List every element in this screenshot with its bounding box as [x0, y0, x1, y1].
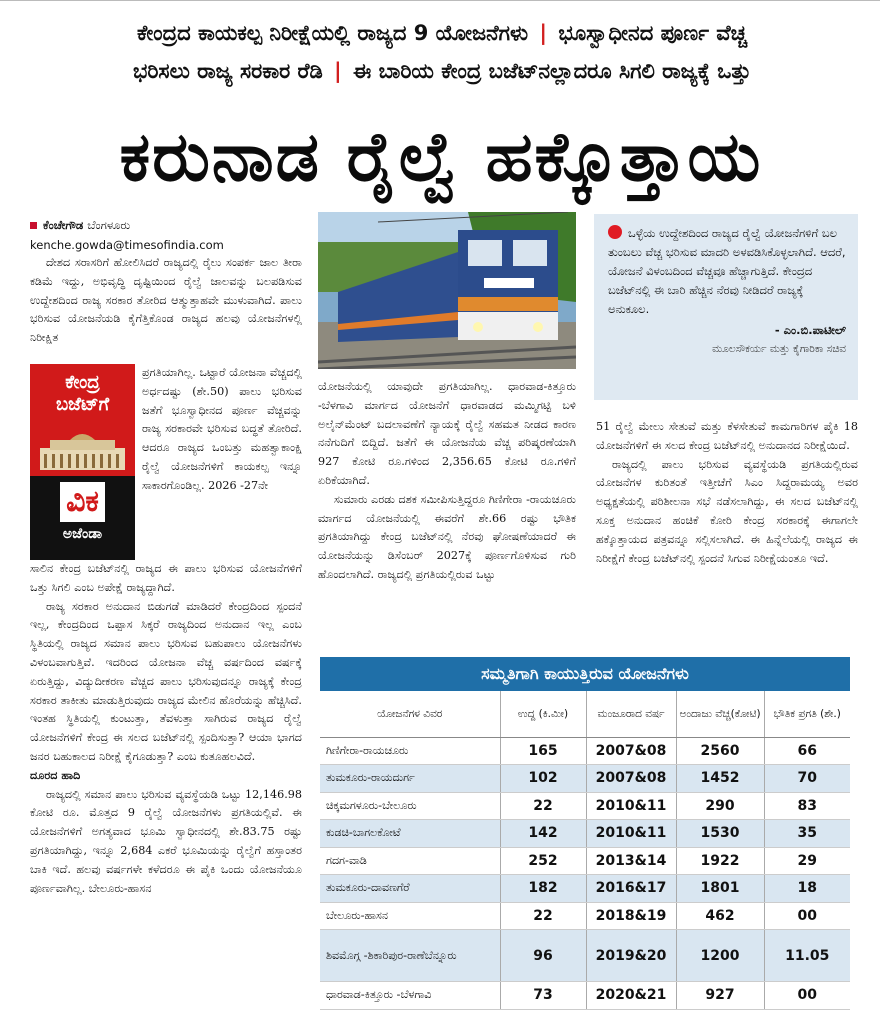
quote-author: - ಎಂ.ಬಿ.ಪಾಟೀಲ್	[774, 323, 846, 337]
kicker-text: ಕೇಂದ್ರದ ಕಾಯಕಲ್ಪ ನಿರೀಕ್ಷೆಯಲ್ಲಿ ರಾಜ್ಯದ 9 ಯೋಜನೆಗಳು	[136, 21, 529, 45]
dateline-place: ಬೆಂಗಳೂರು	[87, 218, 131, 232]
kicker-separator: |	[539, 21, 548, 45]
article-paragraph: ಪ್ರಗತಿಯಾಗಿಲ್ಲ. ಒಟ್ಟಾರೆ ಯೋಜನಾ ವೆಚ್ಚದಲ್ಲಿ ಅರ್ಧದಷ್ಟು (ಶೇ.50) ಪಾಲು ಭರಿಸುವ ಜತೆಗೆ ಭೂಸ್ವಾಧೀನದ ಪೂರ್ಣ ವೆಚ್ಚವನ್ನು ರಾಜ್ಯ ಸರಕಾರವೇ ಭರಿಸುವ ಬದ್ಧತೆ ತೋರಿದೆ. ಆದರೂ ರಾಜ್ಯದ ಒಂಬತ್ತು ಮಹತ್ವಾಕಾಂಕ್ಷಿ ರೈಲ್ವೆ ಯೋಜನೆಗಳಿಗೆ ಕಾಯಕಲ್ಪ ಇನ್ನೂ ಸಾಕಾರಗೊಂಡಿಲ್ಲ. 2026 -27ನೇ	[142, 366, 302, 492]
subheading: ದೂರದ ಹಾದಿ	[30, 768, 81, 782]
quote-marker-icon	[608, 225, 622, 239]
progress-cell: 00	[764, 902, 850, 930]
article-column-1-top	[30, 254, 302, 364]
projects-table	[320, 691, 850, 1010]
progress-cell: 11.05	[764, 930, 850, 982]
progress-cell: 66	[764, 737, 850, 765]
progress-cell: 83	[764, 792, 850, 820]
article-column-2	[318, 378, 576, 638]
article-column-1-narrow	[142, 364, 302, 560]
quote-text: ಒಳ್ಳೆಯ ಉದ್ದೇಶದಿಂದ ರಾಜ್ಯದ ರೈಲ್ವೆ ಯೋಜನೆಗಳಿಗೆ ಬಲ ತುಂಬಲು ವೆಚ್ಚ ಭರಿಸುವ ಮಾದರಿ ಅಳವಡಿಸಿಕೊಳ್ಳಲಾಗಿದೆ. ಆದರೆ, ಯೋಜನೆ ವಿಳಂಬದಿಂದ ವೆಚ್ಚವೂ ಹೆಚ್ಚಾಗುತ್ತಿದೆ. ಕೇಂದ್ರದ ಬಜೆಟ್‌ನಲ್ಲಿ ಈ ಬಾರಿ ಹೆಚ್ಚಿನ ನೆರವು ನೀಡಿದರೆ ರಾಜ್ಯಕ್ಕೆ ಅನುಕೂಲ.	[608, 226, 846, 316]
length-cell: 182	[500, 875, 586, 903]
author-email[interactable]: kenche.gowda@timesofindia.com	[30, 238, 224, 252]
progress-cell: 29	[764, 847, 850, 875]
project-name-cell: ಕುಡಚಿ-ಬಾಗಲಕೋಟೆ	[320, 820, 500, 848]
headline: ಕರುನಾಡ ರೈಲ್ವೆ ಹಕ್ಕೊತ್ತಾಯ	[119, 118, 763, 197]
progress-cell: 70	[764, 765, 850, 793]
kicker-line-1	[22, 14, 862, 52]
table-row	[320, 930, 850, 982]
table-row	[320, 765, 850, 793]
length-cell: 142	[500, 820, 586, 848]
progress-cell: 18	[764, 875, 850, 903]
year-cell: 2019&20	[586, 930, 676, 982]
cost-cell: 1530	[676, 820, 764, 848]
article-paragraph: ರಾಜ್ಯದಲ್ಲಿ ಪಾಲು ಭರಿಸುವ ವ್ಯವಸ್ಥೆಯಡಿ ಪ್ರಗತಿಯಲ್ಲಿರುವ ಯೋಜನೆಗಳ ಕುರಿತಂತೆ ಇತ್ತೀಚೆಗೆ ಸಿಎಂ ಸಿದ್ದರಾಮಯ್ಯ ಅವರ ಅಧ್ಯಕ್ಷತೆಯಲ್ಲಿ ಪರಿಶೀಲನಾ ಸಭೆ ನಡೆಸಲಾಗಿದ್ದು, ಈ ಸಲದ ಬಜೆಟ್‌ನಲ್ಲಿ ಸೂಕ್ತ ಅನುದಾನ ಹಂಚಿಕೆ ಕೋರಿ ಕೇಂದ್ರ ಸರಕಾರಕ್ಕೆ ಈಗಾಗಲೇ ಹಕ್ಕೊತ್ತಾಯದ ಪತ್ರವನ್ನೂ ಸಲ್ಲಿಸಲಾಗಿದೆ. ಈ ಹಿನ್ನೆಲೆಯಲ್ಲಿ ರಾಜ್ಯದ ಈ ನಿರೀಕ್ಷೆಗೆ ಕೇಂದ್ರ ಬಜೆಟ್‌ನಲ್ಲಿ ಸ್ಪಂದನೆ ಸಿಗುವ ನಿರೀಕ್ಷೆಯಂತೂ ಇದೆ.	[596, 457, 858, 565]
budget-agenda-promo	[30, 364, 135, 560]
article-paragraph: ರಾಜ್ಯದಲ್ಲಿ ಸಮಾನ ಪಾಲು ಭರಿಸುವ ವ್ಯವಸ್ಥೆಯಡಿ ಒಟ್ಟು 12,146.98 ಕೋಟಿ ರೂ. ಮೊತ್ತದ 9 ರೈಲ್ವೆ ಯೋಜನೆಗಳು ಪ್ರಗತಿಯಲ್ಲಿವೆ. ಈ ಯೋಜನೆಗಳಿಗೆ ಅಗತ್ಯವಾದ ಭೂಮಿ ಸ್ವಾಧೀನದಲ್ಲಿ ಶೇ.83.75 ರಷ್ಟು ಪ್ರಗತಿಯಾಗಿದ್ದು, ಇನ್ನೂ 2,684 ಎಕರೆ ಭೂಮಿಯನ್ನು ರೈಲ್ವೆಗೆ ಹಸ್ತಾಂತರ ಬಾಕಿ ಇದೆ. ಹಲವು ವರ್ಷಗಳೇ ಕಳೆದರೂ ಈ ಪೈಕಿ ಒಂದು ಯೋಜನೆಯೂ ಪೂರ್ಣವಾಗಿಲ್ಲ. ಬೇಲೂರು-ಹಾಸನ	[30, 787, 302, 895]
kicker	[22, 14, 862, 90]
cost-cell: 1200	[676, 930, 764, 982]
article-paragraph: ದೇಶದ ಸರಾಸರಿಗೆ ಹೋಲಿಸಿದರೆ ರಾಜ್ಯದಲ್ಲಿ ರೈಲು ಸಂಪರ್ಕ ಜಾಲ ತೀರಾ ಕಡಿಮೆ ಇದ್ದು, ಅಭಿವೃದ್ಧಿ ದೃಷ್ಟಿಯಿಂದ ರೈಲ್ವೆ ಜಾಲವನ್ನು ಬಲಪಡಿಸುವ ಉದ್ದೇಶದಿಂದ ರಾಜ್ಯ ಸರಕಾರ ತೋರಿದ ಆತ್ಮುತ್ತಾಹವೇ ಮುಳುವಾಗಿದೆ. ಪಾಲು ಭರಿಸುವ ಯೋಜನೆಯಡಿ ಕೈಗೆತ್ತಿಕೊಂಡ ರಾಜ್ಯದ ಹಲವು ಯೋಜನೆಗಳಲ್ಲಿ ನಿರೀಕ್ಷಿತ	[30, 256, 302, 345]
cost-cell: 1922	[676, 847, 764, 875]
project-name-cell: ಚಿಕ್ಕಮಗಳೂರು-ಬೇಲೂರು	[320, 792, 500, 820]
table-row	[320, 847, 850, 875]
year-cell: 2013&14	[586, 847, 676, 875]
cost-cell: 1452	[676, 765, 764, 793]
kicker-text: ಭೂಸ್ವಾಧೀನದ ಪೂರ್ಣ ವೆಚ್ಚ	[558, 21, 748, 45]
year-cell: 2010&11	[586, 792, 676, 820]
article-paragraph: 51 ರೈಲ್ವೆ ಮೇಲು ಸೇತುವೆ ಮತ್ತು ಕೆಳಸೇತುವೆ ಕಾಮಗಾರಿಗಳ ಪೈಕಿ 18 ಯೋಜನೆಗಳಿಗೆ ಈ ಸಲದ ಕೇಂದ್ರ ಬಜೆಟ್‌ನಲ್ಲಿ ಅನುದಾನದ ನಿರೀಕ್ಷೆಯಿದೆ.	[596, 420, 858, 452]
promo-bottom	[30, 476, 135, 560]
article-paragraph: ಸಾಲಿನ ಕೇಂದ್ರ ಬಜೆಟ್‌ನಲ್ಲಿ ರಾಜ್ಯದ ಈ ಪಾಲು ಭರಿಸುವ ಯೋಜನೆಗಳಿಗೆ ಒತ್ತು ಸಿಗಲಿ ಎಂಬ ಅಪೇಕ್ಷೆ ರಾಜ್ಯದ್ದಾಗಿದೆ.	[30, 562, 302, 594]
column-header: ಉದ್ದ (ಕಿ.ಮೀ)	[500, 691, 586, 737]
cost-cell: 290	[676, 792, 764, 820]
column-header: ಯೋಜನೆಗಳ ವಿವರ	[320, 691, 500, 737]
article-column-3	[596, 418, 858, 646]
table-row	[320, 875, 850, 903]
year-cell: 2007&08	[586, 737, 676, 765]
table-row	[320, 902, 850, 930]
table-header-row	[320, 691, 850, 737]
vk-logo: ವಿಕ	[60, 482, 105, 522]
quote-author-role: ಮೂಲಸೌಕರ್ಯ ಮತ್ತು ಕೈಗಾರಿಕಾ ಸಚಿವ	[712, 343, 846, 355]
length-cell: 165	[500, 737, 586, 765]
kicker-separator: |	[334, 59, 342, 83]
byline-marker-icon	[30, 222, 37, 229]
column-header: ಮಂಜೂರಾದ ವರ್ಷ	[586, 691, 676, 737]
progress-cell: 35	[764, 820, 850, 848]
table-title: ಸಮ್ಮತಿಗಾಗಿ ಕಾಯುತ್ತಿರುವ ಯೋಜನೆಗಳು	[320, 657, 850, 691]
locomotive-image	[318, 212, 576, 369]
column-header: ಅಂದಾಜು ವೆಚ್ಚ(ಕೋಟಿ)	[676, 691, 764, 737]
project-name-cell: ಬೇಲೂರು-ಹಾಸನ	[320, 902, 500, 930]
year-cell: 2018&19	[586, 902, 676, 930]
promo-line: ಬಜೆಟ್‌ಗೆ	[55, 394, 110, 415]
projects-table-box	[320, 657, 850, 1013]
author-name: ಕೆಂಚೇಗೌಡ	[43, 218, 84, 232]
promo-line: ಕೇಂದ್ರ	[65, 372, 100, 393]
kicker-text: ಭರಿಸಲು ರಾಜ್ಯ ಸರಕಾರ ರೆಡಿ	[132, 59, 323, 83]
top-rule	[0, 0, 880, 8]
cost-cell: 927	[676, 982, 764, 1010]
project-name-cell: ಧಾರವಾಡ-ಕಿತ್ತೂರು -ಬೆಳಗಾವಿ	[320, 982, 500, 1010]
byline	[30, 218, 130, 233]
project-name-cell: ಶಿವಮೊಗ್ಗ -ಶಿಕಾರಿಪುರ-ರಾಣೆಬೆನ್ನೂರು	[320, 930, 500, 982]
kicker-text: ಈ ಬಾರಿಯ ಕೇಂದ್ರ ಬಜೆಟ್‌ನಲ್ಲಾದರೂ ಸಿಗಲಿ ರಾಜ್ಯಕ್ಕೆ ಒತ್ತು	[353, 59, 751, 83]
year-cell: 2016&17	[586, 875, 676, 903]
length-cell: 102	[500, 765, 586, 793]
cost-cell: 462	[676, 902, 764, 930]
year-cell: 2010&11	[586, 820, 676, 848]
length-cell: 22	[500, 902, 586, 930]
project-name-cell: ತುಮಕೂರು-ರಾಯದುರ್ಗ	[320, 765, 500, 793]
column-header: ಭೌತಿಕ ಪ್ರಗತಿ (ಶೇ.)	[764, 691, 850, 737]
cost-cell: 1801	[676, 875, 764, 903]
promo-tag: ಅಜೆಂಡಾ	[62, 526, 103, 542]
length-cell: 22	[500, 792, 586, 820]
promo-top	[30, 364, 135, 476]
article-paragraph: ರಾಜ್ಯ ಸರಕಾರ ಅನುದಾನ ಬಿಡುಗಡೆ ಮಾಡಿದರೆ ಕೇಂದ್ರದಿಂದ ಸ್ಪಂದನೆ ಇಲ್ಲ, ಕೇಂದ್ರದಿಂದ ಒಪ್ಪಾಸ ಸಿಕ್ಕರೆ ರಾಜ್ಯದಿಂದ ಅನುದಾನ ಇಲ್ಲ ಎಂಬ ಸ್ಥಿತಿಯಲ್ಲಿ ರಾಜ್ಯದ ಸಮಾನ ಪಾಲು ಭರಿಸುವ ಬಹುಪಾಲು ಯೋಜನೆಗಳು ವಿಳಂಬವಾಗುತ್ತಿವೆ. ಇದರಿಂದ ಯೋಜನಾ ವೆಚ್ಚ ವರ್ಷದಿಂದ ವರ್ಷಕ್ಕೆ ಏರುತ್ತಿದ್ದು, ವಿದ್ಯುದೀಕರಣ ವೆಚ್ಚದ ಪಾಲು ಭರಿಸುವುದನ್ನೂ ರಾಜ್ಯಕ್ಕೆ ಕೇಂದ್ರ ಸರಕಾರ ತಾಕೀತು ಮಾಡುತ್ತಿರುವುದು ರಾಜ್ಯದ ಮೇಲಿನ ಹೊರೆಯನ್ನು ಹೆಚ್ಚಿಸಿದೆ. ಇಂತಹ ಸ್ಥಿತಿಯಲ್ಲಿ ಕುಂಟುತ್ತಾ, ತೆವಳುತ್ತಾ ಸಾಗಿರುವ ರಾಜ್ಯದ ರೈಲ್ವೆ ಯೋಜನೆಗಳಿಗೆ ಕೇಂದ್ರ ಈ ಸಲದ ಬಜೆಟ್‌ನಲ್ಲಿ ಸ್ಪಂದಿಸುತ್ತಾ? ಆಯಾ ಭಾಗದ ಜನರ ಬಹುಕಾಲದ ನಿರೀಕ್ಷೆ ಕೈಗೂಡುತ್ತಾ? ಎಂಬ ಕುತೂಹಲವಿದೆ.	[30, 599, 302, 763]
length-cell: 252	[500, 847, 586, 875]
kicker-line-2	[22, 52, 862, 90]
article-paragraph: ಸುಮಾರು ಎರಡು ದಶಕ ಸಮೀಪಿಸುತ್ತಿದ್ದರೂ ಗಿಣಿಗೇರಾ -ರಾಯಚೂರು ಮಾರ್ಗದ ಯೋಜನೆಯಲ್ಲಿ ಈವರೆಗೆ ಶೇ.66 ರಷ್ಟು ಭೌತಿಕ ಪ್ರಗತಿಯಾಗಿದ್ದು ಕೇಂದ್ರ ಬಜೆಟ್‌ನಲ್ಲಿ ನೆರವು ಘೋಷಣೆಯಾದರೆ ಈ ಯೋಜನೆಯನ್ನು ಡಿಸೆಂಬರ್ 2027ಕ್ಕೆ ಪೂರ್ಣಗೊಳಿಸುವ ಗುರಿ ಹೊಂದಲಾಗಿದೆ. ರಾಜ್ಯದಲ್ಲಿ ಪ್ರಗತಿಯಲ್ಲಿರುವ ಒಟ್ಟು	[318, 492, 576, 581]
project-name-cell: ಗದಗ-ವಾಡಿ	[320, 847, 500, 875]
table-row	[320, 982, 850, 1010]
article-paragraph: ಯೋಜನೆಯಲ್ಲಿ ಯಾವುದೇ ಪ್ರಗತಿಯಾಗಿಲ್ಲ. ಧಾರವಾಡ-ಕಿತ್ತೂರು -ಬೆಳಗಾವಿ ಮಾರ್ಗದ ಯೋಜನೆಗೆ ಧಾರವಾಡದ ಮಮ್ಮಿಗಟ್ಟಿ ಬಳಿ ಅಲೈನ್‌ಮೆಂಟ್ ಬದಲಾವಣೆಗೆ ನ್ಯಾಯಕ್ಕೆ ರೈಲ್ವೆ ಸಹಮತ ನೀಡದ ಕಾರಣ ನನೆಗುದಿಗೆ ಬಿದ್ದಿದೆ. ಜತೆಗೆ ಈ ಯೋಜನೆಯ ವೆಚ್ಚ ಪರಿಷ್ಕರಣೆಯಾಗಿ 927 ಕೋಟಿ ರೂ.ಗಳಿಂದ 2,356.65 ಕೋಟಿ ರೂ.ಗಳಿಗೆ ಏರಿಕೆಯಾಗಿದೆ.	[318, 380, 576, 487]
table-row	[320, 737, 850, 765]
parliament-building-icon	[40, 430, 125, 470]
project-name-cell: ತುಮಕೂರು-ದಾವಣಗೆರೆ	[320, 875, 500, 903]
year-cell: 2020&21	[586, 982, 676, 1010]
table-row	[320, 792, 850, 820]
table-row	[320, 820, 850, 848]
cost-cell: 2560	[676, 737, 764, 765]
length-cell: 96	[500, 930, 586, 982]
train-photo	[318, 212, 576, 369]
length-cell: 73	[500, 982, 586, 1010]
year-cell: 2007&08	[586, 765, 676, 793]
article-column-1-bottom	[30, 560, 302, 1018]
progress-cell: 00	[764, 982, 850, 1010]
minister-quote-box	[594, 214, 858, 400]
project-name-cell: ಗಿಣಿಗೇರಾ-ರಾಯಚೂರು	[320, 737, 500, 765]
